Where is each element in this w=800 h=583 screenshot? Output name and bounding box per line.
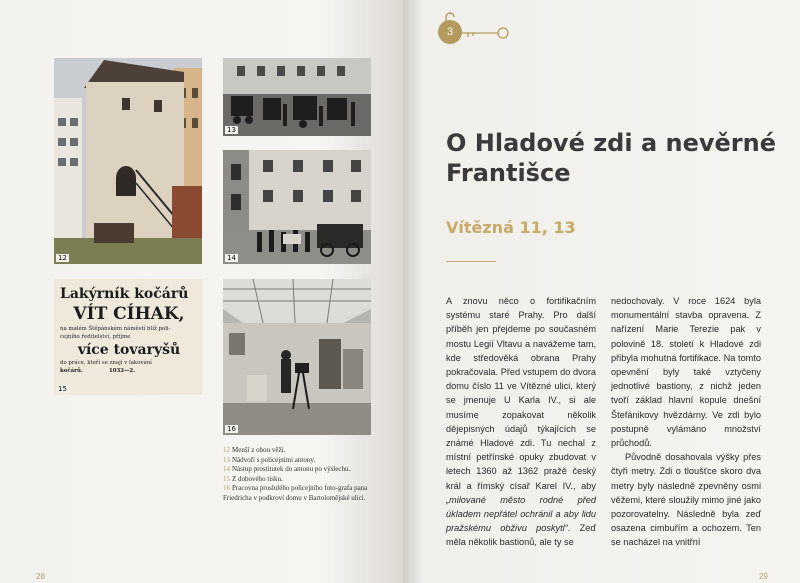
chapter-subtitle: Vítězná 11, 13 <box>446 218 576 237</box>
photo-courtyard-antony <box>223 58 371 136</box>
paragraph: A znovu něco o fortifikačním systému staré Prahy. Pro další příběh jen přejdeme po současném mostu Legií Vltavu a navážeme tam, kde středověká obrana Prahy pokračovala. Před vstupem do dvora domu číslo 11 ve Vítězné ulici, který se jmenuje U Karla IV., si ale musíme zopakovat několik dějepisných údajů týkajících se známé Hladové zdi. Tu nechal z místní petřínské opuky zbudovat v letech 1360 až 1362 pražě český král a římský císař Karel IV., aby „milované město rodné před úkladem nepřátel ochránil a aby lidu pražskému obživu poskytl“. Zeď měla několik bastionů, ale ty se <box>446 296 596 548</box>
title-rule <box>446 261 496 262</box>
photo-prostitutes-anton <box>223 150 371 264</box>
figure-captions <box>223 446 383 503</box>
page-number-right: 29 <box>759 572 768 581</box>
text-column-1 <box>446 294 596 550</box>
figure-number: 13 <box>227 126 236 134</box>
ad-line-3: na malém Štěpánském náměstí blíž poli- <box>60 326 171 332</box>
ad-line-2: VÍT CÍHAK, <box>73 304 185 324</box>
figure-number: 16 <box>227 425 236 433</box>
figure-number: 14 <box>227 254 236 262</box>
paragraph: Původně dosahovala výšky přes čtyři metry. Zdi o tloušťce skoro dva metry byly následně zpevněny osmi věžemi, které sloužily mimo jiné jako pozorovatelny. Následně byla zeď osazena cimbuřím a ochozem. Ten se nacházel na vnitřní <box>611 452 761 548</box>
caption-item: 12 Menší z obou věží. <box>223 446 286 454</box>
key-icon <box>462 26 510 40</box>
chapter-badge <box>438 20 462 44</box>
photo-photographer-studio <box>223 279 371 435</box>
caption-item: 13 Nádvoří s policejními antony. <box>223 455 316 464</box>
ad-line-1: Lakýrník kočárů <box>60 286 189 302</box>
figure-number: 15 <box>58 385 67 393</box>
newspaper-ad <box>54 279 202 395</box>
anton-illustration <box>223 150 371 264</box>
ad-line-7: kočárů. 1032—2. <box>60 368 136 374</box>
caption-item: 14 Nástup prostitutek do antonu po výslechu. <box>223 465 351 473</box>
photo-tower <box>54 58 202 264</box>
studio-illustration <box>223 279 371 435</box>
chapter-title: O Hladové zdi a nevěrné Františce <box>446 129 776 187</box>
text-column-2 <box>611 294 761 550</box>
ad-line-6: do práce, kteří se znají v lakování <box>60 360 152 366</box>
lock-icon <box>443 12 457 22</box>
page-number-left: 28 <box>36 572 45 581</box>
ad-line-5: více tovaryšů <box>77 342 181 358</box>
quote: „milované město rodné před úkladem nepřátel ochránil a aby lidu pražskému obživu poskytl“ <box>446 494 596 534</box>
paragraph: nedochovaly. V roce 1624 byla monumentální stavba opravena. Z nařízení Marie Terezie pak v polovině 18. století k Hladové zdi přibyla mohutná fortifikace. Na tomto opevnění byly také vztyčeny jednotlivé bastiony, z nichž jeden tvoří základ hlavní kopule dnešní Štefánikovy hvězdárny. Ve zdi bylo postupně vylámáno množství průchodů. <box>611 296 761 449</box>
chapter-number: 3 <box>446 26 454 38</box>
caption-item: 15 Z dobového tisku. <box>223 474 283 483</box>
caption-item: 16 Pracovna proslulého policejního foto-grafa pana Friedricha v podkroví domu v Bartolomějské ulici. <box>223 484 368 502</box>
tower-illustration <box>54 58 202 264</box>
courtyard-illustration <box>223 58 371 136</box>
figure-number: 12 <box>58 254 67 262</box>
ad-line-4: cejního ředitelství, přijme <box>60 334 131 340</box>
